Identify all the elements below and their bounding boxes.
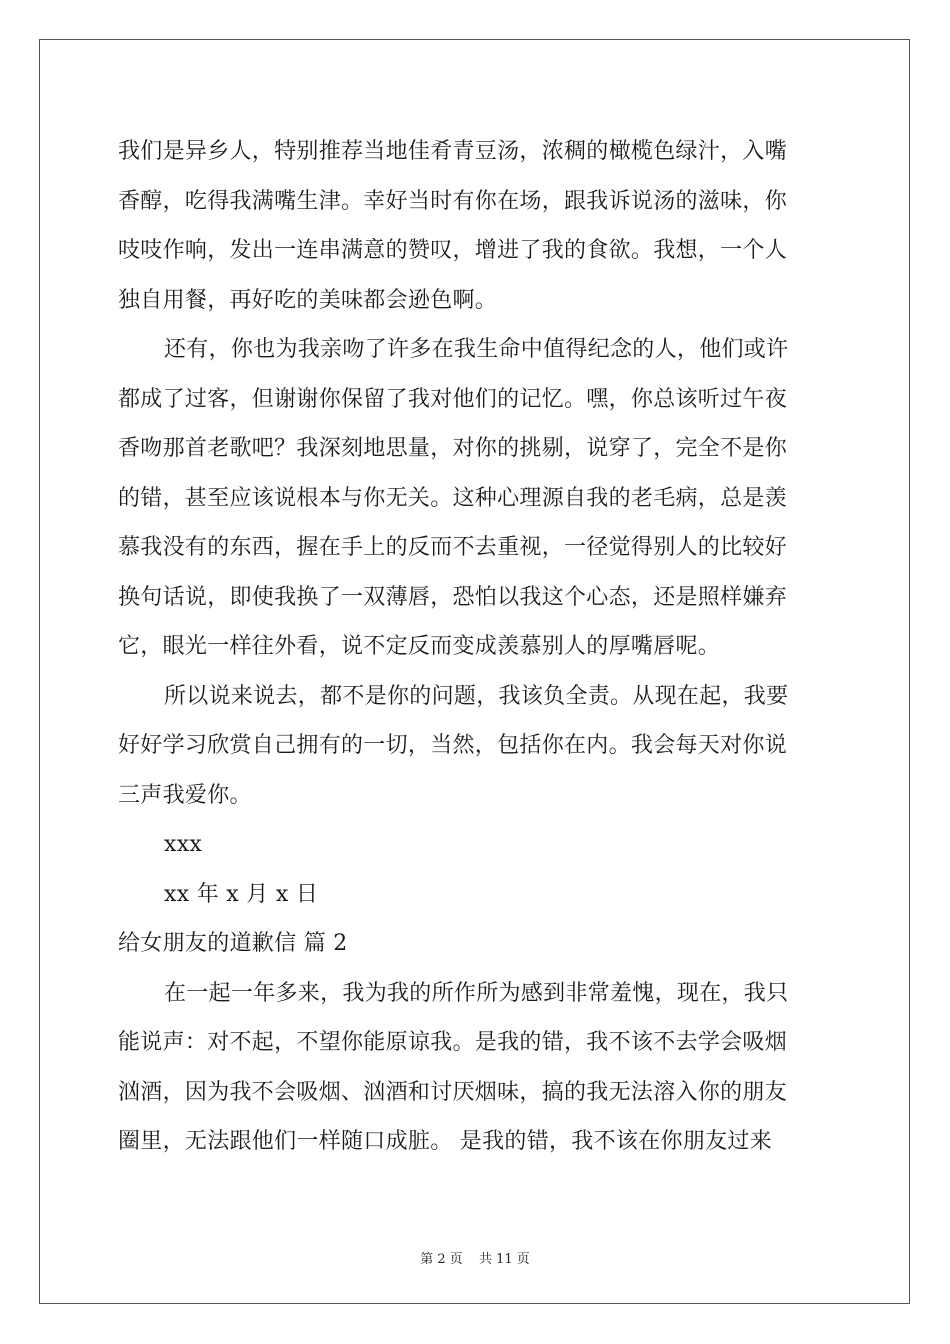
text-line: 三声我爱你。	[118, 782, 252, 808]
page-number: 第 2 页	[420, 1252, 463, 1267]
text-line: 圈里，无法跟他们一样随口成脏。 是我的错，我不该在你朋友过来	[118, 1129, 772, 1154]
text-line: 换句话说，即使我换了一双薄唇，恐怕以我这个心态，还是照样嫌弃	[118, 584, 788, 610]
text-line: 在一起一年多来，我为我的所作所为感到非常羞愧，现在，我只	[164, 980, 789, 1006]
text-line: 的错，甚至应该说根本与你无关。这种心理源自我的老毛病，总是羡	[118, 485, 788, 511]
text-line: 香醇，吃得我满嘴生津。幸好当时有你在场，跟我诉说汤的滋味，你	[118, 188, 788, 214]
signature-line: xxx	[164, 832, 203, 857]
text-line: 好好学习欣赏自己拥有的一切，当然，包括你在内。我会每天对你说	[118, 733, 788, 758]
text-line: 所以说来说去，都不是你的问题，我该负全责。从现在起，我要	[164, 683, 789, 709]
text-line: 慕我没有的东西，握在手上的反而不去重视，一径觉得别人的比较好	[118, 535, 788, 560]
text-line: 吱吱作响，发出一连串满意的赞叹，增进了我的食欲。我想，一个人	[118, 238, 788, 263]
text-line: 还有，你也为我亲吻了许多在我生命中值得纪念的人，他们或许	[164, 337, 789, 362]
text-line: 都成了过客，但谢谢你保留了我对他们的记忆。嘿，你总该听过午夜	[118, 386, 788, 412]
text-line: 独自用餐，再好吃的美味都会逊色啊。	[118, 287, 498, 313]
document-body	[118, 127, 838, 1167]
date-line: xx 年 x 月 x 日	[164, 881, 319, 907]
text-line: 香吻那首老歌吧？我深刻地思量，对你的挑剔，说穿了，完全不是你	[118, 436, 788, 461]
section-heading: 给女朋友的道歉信 篇 2	[118, 931, 348, 956]
text-line: 能说声：对不起，不望你能原谅我。是我的错，我不该不去学会吸烟	[118, 1030, 788, 1055]
text-line: 我们是异乡人，特别推荐当地佳肴青豆汤，浓稠的橄榄色绿汁，入嘴	[118, 139, 788, 164]
page-total: 共 11 页	[478, 1252, 530, 1267]
text-line: 汹酒，因为我不会吸烟、汹酒和讨厌烟味，搞的我无法溶入你的朋友	[118, 1079, 788, 1105]
page-footer	[0, 1248, 950, 1267]
text-line: 它，眼光一样往外看，说不定反而变成羡慕别人的厚嘴唇呢。	[118, 634, 721, 659]
